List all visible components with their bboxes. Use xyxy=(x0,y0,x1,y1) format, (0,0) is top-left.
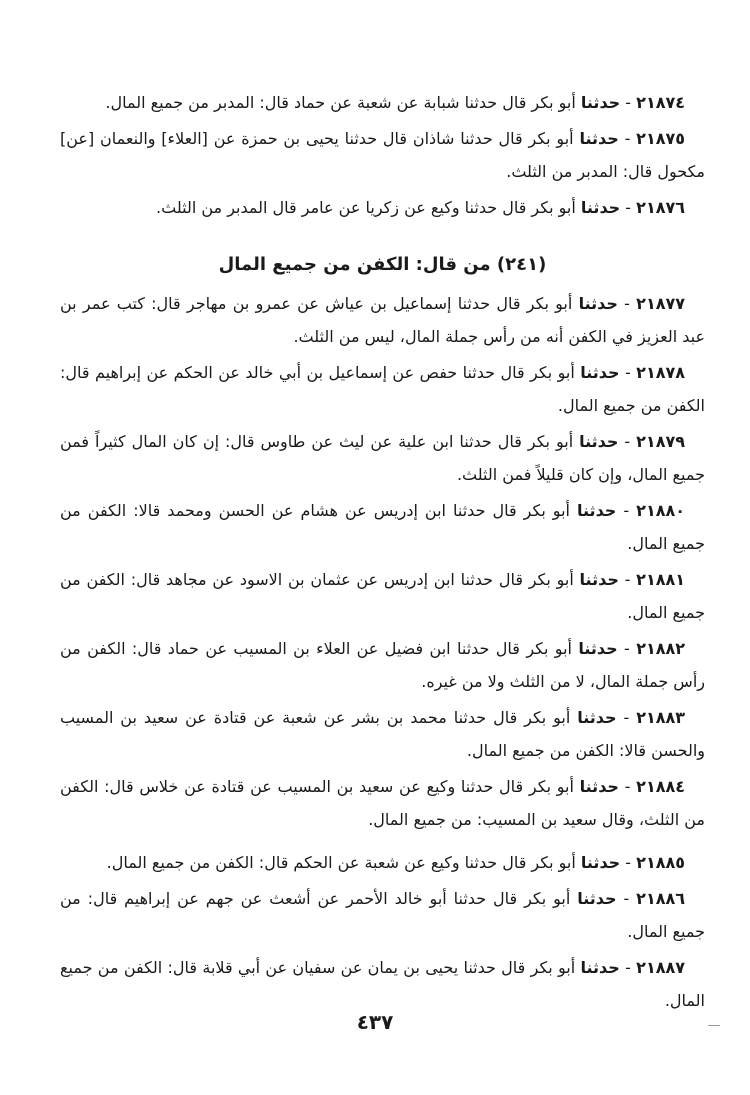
hadith-number: ٢١٨٨٠ xyxy=(636,501,685,520)
hadith-lead: حدثنا xyxy=(580,198,621,217)
hadith-lead: حدثنا xyxy=(579,570,619,589)
hadith-entry-21882: ٢١٨٨٢ - حدثنا أبو بكر قال حدثنا ابن فضيل عن العلاء بن المسيب عن حماد قال: الكفن من رأس جملة المال، لا من الثلث ولا من غيره. xyxy=(60,639,705,691)
edge-mark xyxy=(708,1025,720,1026)
hadith-lead: حدثنا xyxy=(580,853,621,872)
hadith-entry-21875: ٢١٨٧٥ - حدثنا أبو بكر قال حدثنا شاذان قال حدثنا يحيى بن حمزة عن [العلاء] والنعمان [عن] مكحول قال: المدبر من الثلث. xyxy=(60,129,705,181)
hadith-text: أبو بكر قال حدثنا وكيع عن شعبة عن الحكم قال: الكفن من جميع المال. xyxy=(106,853,576,872)
hadith-number: ٢١٨٧٨ xyxy=(636,363,685,382)
hadith-entry-21880: ٢١٨٨٠ - حدثنا أبو بكر قال حدثنا ابن إدريس عن هشام عن الحسن ومحمد قالا: الكفن من جميع المال. xyxy=(60,501,705,553)
hadith-number: ٢١٨٨٦ xyxy=(636,889,685,908)
page-body xyxy=(60,86,705,1020)
hadith-number: ٢١٨٧٧ xyxy=(636,294,685,313)
hadith-text: أبو بكر قال حدثنا ابن علية عن ليث عن طاوس قال: إن كان المال كثيراً فمن جميع المال، وإن كان قليلاً فمن الثلث. xyxy=(60,432,705,484)
hadith-lead: حدثنا xyxy=(578,639,618,658)
hadith-number: ٢١٨٨٣ xyxy=(636,708,686,727)
hadith-entry-21877: ٢١٨٧٧ - حدثنا أبو بكر قال حدثنا إسماعيل بن عياش عن عمرو بن مهاجر قال: كتب عمر بن عبد العزيز في الكفن أنه من رأس جملة المال، ليس من الثلث. xyxy=(60,294,705,346)
hadith-text: أبو بكر قال حدثنا ابن إدريس عن هشام عن الحسن ومحمد قالا: الكفن من جميع المال. xyxy=(60,501,705,553)
hadith-lead: حدثنا xyxy=(577,501,617,520)
hadith-entry-21885: ٢١٨٨٥ - حدثنا أبو بكر قال حدثنا وكيع عن شعبة عن الحكم قال: الكفن من جميع المال. xyxy=(106,853,685,872)
hadith-entry-21887: ٢١٨٨٧ - حدثنا أبو بكر قال حدثنا يحيى بن يمان عن سفيان عن أبي قلابة قال: الكفن من جميع المال. xyxy=(60,958,705,1010)
hadith-number: ٢١٨٧٤ xyxy=(636,93,685,112)
hadith-entry-21874: ٢١٨٧٤ - حدثنا أبو بكر قال حدثنا شبابة عن شعبة عن حماد قال: المدبر من جميع المال. xyxy=(105,93,685,112)
hadith-text: أبو بكر قال حدثنا أبو خالد الأحمر عن أشعث عن جهم عن إبراهيم قال: من جميع المال. xyxy=(60,889,705,941)
hadith-entry-21878: ٢١٨٧٨ - حدثنا أبو بكر قال حدثنا حفص عن إسماعيل بن أبي خالد عن الحكم عن إبراهيم قال: الكفن من جميع المال. xyxy=(60,363,705,415)
hadith-number: ٢١٨٨٥ xyxy=(636,853,685,872)
hadith-text: أبو بكر قال حدثنا إسماعيل بن عياش عن عمرو بن مهاجر قال: كتب عمر بن عبد العزيز في الكفن أنه من رأس جملة المال، ليس من الثلث. xyxy=(60,294,705,346)
hadith-text: أبو بكر قال حدثنا شبابة عن شعبة عن حماد قال: المدبر من جميع المال. xyxy=(105,93,576,112)
hadith-lead: حدثنا xyxy=(578,294,618,313)
hadith-lead: حدثنا xyxy=(577,708,617,727)
hadith-number: ٢١٨٧٩ xyxy=(636,432,685,451)
hadith-lead: حدثنا xyxy=(580,958,620,977)
hadith-lead: حدثنا xyxy=(577,889,617,908)
hadith-text: أبو بكر قال حدثنا محمد بن بشر عن شعبة عن قتادة عن سعيد بن المسيب والحسن قالا: الكفن من جميع المال. xyxy=(60,708,705,760)
hadith-lead: حدثنا xyxy=(579,129,619,148)
hadith-number: ٢١٨٨٢ xyxy=(636,639,686,658)
hadith-lead: حدثنا xyxy=(580,93,621,112)
hadith-entry-21883: ٢١٨٨٣ - حدثنا أبو بكر قال حدثنا محمد بن بشر عن شعبة عن قتادة عن سعيد بن المسيب والحسن قالا: الكفن من جميع المال. xyxy=(60,708,705,760)
hadith-text: أبو بكر قال حدثنا ابن إدريس عن عثمان بن الاسود عن مجاهد قال: الكفن من جميع المال. xyxy=(60,570,705,622)
hadith-text: أبو بكر قال حدثنا ابن فضيل عن العلاء بن المسيب عن حماد قال: الكفن من رأس جملة المال، لا من الثلث ولا من غيره. xyxy=(60,639,705,691)
hadith-lead: حدثنا xyxy=(579,432,619,451)
hadith-entry-21884: ٢١٨٨٤ - حدثنا أبو بكر قال حدثنا وكيع عن سعيد بن المسيب عن قتادة عن خلاس قال: الكفن من الثلث، وقال سعيد بن المسيب: من جميع المال. xyxy=(60,777,705,829)
hadith-number: ٢١٨٨١ xyxy=(636,570,685,589)
hadith-lead: حدثنا xyxy=(579,777,619,796)
hadith-text: أبو بكر قال حدثنا شاذان قال حدثنا يحيى بن حمزة عن [العلاء] والنعمان [عن] مكحول قال: المدبر من الثلث. xyxy=(60,129,705,181)
hadith-entry-21886: ٢١٨٨٦ - حدثنا أبو بكر قال حدثنا أبو خالد الأحمر عن أشعث عن جهم عن إبراهيم قال: من جميع المال. xyxy=(60,889,705,941)
hadith-text: أبو بكر قال حدثنا وكيع عن زكريا عن عامر قال المدبر من الثلث. xyxy=(156,198,576,217)
chapter-heading: (٢٤١) من قال: الكفن من جميع المال xyxy=(218,254,547,275)
hadith-entry-21881: ٢١٨٨١ - حدثنا أبو بكر قال حدثنا ابن إدريس عن عثمان بن الاسود عن مجاهد قال: الكفن من جميع المال. xyxy=(60,570,705,622)
hadith-number: ٢١٨٧٦ xyxy=(636,198,685,217)
hadith-text: أبو بكر قال حدثنا حفص عن إسماعيل بن أبي خالد عن الحكم عن إبراهيم قال: الكفن من جميع المال. xyxy=(60,363,705,415)
page-number: ٤٣٧ xyxy=(356,1010,394,1034)
hadith-number: ٢١٨٧٥ xyxy=(636,129,685,148)
hadith-entry-21876: ٢١٨٧٦ - حدثنا أبو بكر قال حدثنا وكيع عن زكريا عن عامر قال المدبر من الثلث. xyxy=(156,198,685,217)
hadith-text: أبو بكر قال حدثنا يحيى بن يمان عن سفيان عن أبي قلابة قال: الكفن من جميع المال. xyxy=(60,958,705,1010)
hadith-number: ٢١٨٨٧ xyxy=(636,958,685,977)
hadith-text: أبو بكر قال حدثنا وكيع عن سعيد بن المسيب عن قتادة عن خلاس قال: الكفن من الثلث، وقال سعيد بن المسيب: من جميع المال. xyxy=(60,777,705,829)
hadith-lead: حدثنا xyxy=(580,363,620,382)
hadith-number: ٢١٨٨٤ xyxy=(636,777,685,796)
hadith-entry-21879: ٢١٨٧٩ - حدثنا أبو بكر قال حدثنا ابن علية عن ليث عن طاوس قال: إن كان المال كثيراً فمن جميع المال، وإن كان قليلاً فمن الثلث. xyxy=(60,432,705,484)
